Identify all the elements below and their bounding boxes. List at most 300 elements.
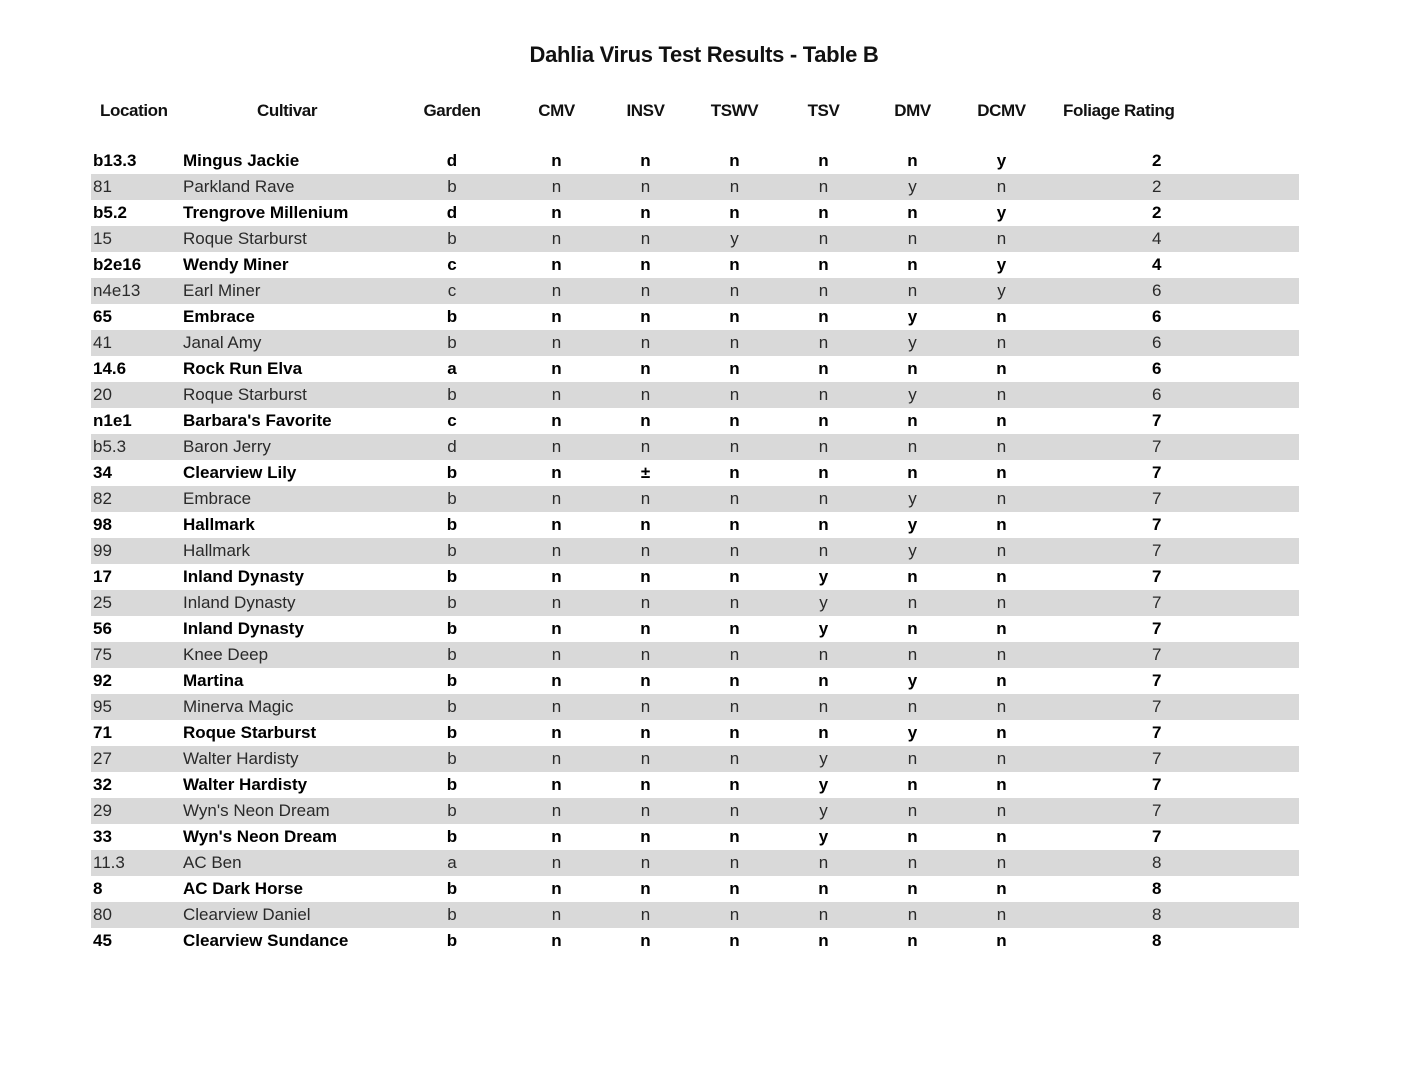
- cell-location: 92: [91, 668, 182, 694]
- cell-dmv: y: [868, 330, 957, 356]
- cell-dmv: y: [868, 174, 957, 200]
- cell-insv: n: [601, 434, 690, 460]
- cell-garden: b: [392, 824, 512, 850]
- cell-cmv: n: [512, 148, 601, 174]
- header-dcmv: DCMV: [977, 101, 1026, 120]
- header-row: [91, 94, 1299, 128]
- cell-garden: b: [392, 668, 512, 694]
- cell-location: n1e1: [91, 408, 182, 434]
- cell-tswv: n: [690, 200, 779, 226]
- cell-tsv: y: [779, 564, 868, 590]
- cell-tsv: n: [779, 252, 868, 278]
- cell-dcmv: n: [957, 486, 1046, 512]
- cell-location: 45: [91, 928, 182, 954]
- cell-dcmv: n: [957, 694, 1046, 720]
- cell-insv: n: [601, 668, 690, 694]
- cell-garden: b: [392, 174, 512, 200]
- cell-dmv: y: [868, 720, 957, 746]
- cell-cmv: n: [512, 642, 601, 668]
- cell-cmv: n: [512, 720, 601, 746]
- cell-garden: b: [392, 642, 512, 668]
- cell-location: 25: [91, 590, 182, 616]
- cell-location: 14.6: [91, 356, 182, 382]
- cell-dmv: n: [868, 850, 957, 876]
- cell-cultivar: Knee Deep: [182, 642, 392, 668]
- cell-cultivar: Walter Hardisty: [182, 746, 392, 772]
- cell-tsv: n: [779, 720, 868, 746]
- header-foliage-rating: Foliage Rating: [1063, 101, 1175, 120]
- cell-cmv: n: [512, 850, 601, 876]
- table-row: [91, 850, 1299, 876]
- table-row: [91, 460, 1299, 486]
- cell-tsv: y: [779, 798, 868, 824]
- table-row: [91, 278, 1299, 304]
- cell-foliage-rating: 7: [1046, 434, 1299, 460]
- cell-cultivar: Embrace: [182, 486, 392, 512]
- cell-dmv: n: [868, 590, 957, 616]
- cell-foliage-rating: 7: [1046, 824, 1299, 850]
- cell-location: 75: [91, 642, 182, 668]
- cell-location: n4e13: [91, 278, 182, 304]
- cell-tswv: n: [690, 174, 779, 200]
- cell-cmv: n: [512, 694, 601, 720]
- cell-garden: b: [392, 382, 512, 408]
- cell-dcmv: n: [957, 746, 1046, 772]
- table-row: [91, 408, 1299, 434]
- cell-location: 71: [91, 720, 182, 746]
- cell-garden: d: [392, 200, 512, 226]
- cell-cultivar: Clearview Sundance: [182, 928, 392, 954]
- header-tsv: TSV: [807, 101, 840, 120]
- cell-garden: b: [392, 226, 512, 252]
- cell-cultivar: Trengrove Millenium: [182, 200, 392, 226]
- cell-dcmv: n: [957, 226, 1046, 252]
- table-row: [91, 304, 1299, 330]
- cell-foliage-rating: 4: [1046, 252, 1299, 278]
- cell-tswv: n: [690, 408, 779, 434]
- cell-cmv: n: [512, 668, 601, 694]
- cell-location: 56: [91, 616, 182, 642]
- cell-tswv: n: [690, 668, 779, 694]
- cell-location: 29: [91, 798, 182, 824]
- cell-tsv: n: [779, 486, 868, 512]
- cell-cultivar: Earl Miner: [182, 278, 392, 304]
- cell-garden: b: [392, 486, 512, 512]
- header-location: Location: [100, 101, 168, 120]
- cell-cultivar: Embrace: [182, 304, 392, 330]
- cell-insv: n: [601, 356, 690, 382]
- cell-tswv: n: [690, 512, 779, 538]
- cell-foliage-rating: 2: [1046, 174, 1299, 200]
- cell-garden: d: [392, 148, 512, 174]
- cell-location: 81: [91, 174, 182, 200]
- cell-insv: n: [601, 772, 690, 798]
- cell-cultivar: AC Dark Horse: [182, 876, 392, 902]
- cell-dcmv: n: [957, 330, 1046, 356]
- cell-insv: n: [601, 252, 690, 278]
- cell-location: b2e16: [91, 252, 182, 278]
- table-row: [91, 252, 1299, 278]
- cell-dmv: y: [868, 668, 957, 694]
- cell-garden: b: [392, 720, 512, 746]
- cell-tswv: n: [690, 304, 779, 330]
- cell-insv: n: [601, 876, 690, 902]
- cell-foliage-rating: 7: [1046, 798, 1299, 824]
- cell-foliage-rating: 7: [1046, 720, 1299, 746]
- cell-insv: ±: [601, 460, 690, 486]
- cell-tsv: y: [779, 616, 868, 642]
- cell-dcmv: n: [957, 408, 1046, 434]
- cell-cmv: n: [512, 460, 601, 486]
- cell-dcmv: n: [957, 616, 1046, 642]
- cell-cultivar: Barbara's Favorite: [182, 408, 392, 434]
- cell-location: 20: [91, 382, 182, 408]
- cell-tswv: n: [690, 278, 779, 304]
- cell-tsv: n: [779, 330, 868, 356]
- cell-tswv: n: [690, 590, 779, 616]
- cell-dcmv: n: [957, 382, 1046, 408]
- cell-dcmv: n: [957, 304, 1046, 330]
- cell-tswv: n: [690, 694, 779, 720]
- table-row: [91, 720, 1299, 746]
- cell-cultivar: Rock Run Elva: [182, 356, 392, 382]
- cell-cmv: n: [512, 876, 601, 902]
- table-row: [91, 876, 1299, 902]
- cell-foliage-rating: 7: [1046, 564, 1299, 590]
- table-row: [91, 928, 1299, 954]
- header-dmv: DMV: [894, 101, 931, 120]
- cell-garden: b: [392, 876, 512, 902]
- cell-garden: c: [392, 408, 512, 434]
- cell-tswv: n: [690, 486, 779, 512]
- cell-cultivar: Inland Dynasty: [182, 616, 392, 642]
- cell-insv: n: [601, 538, 690, 564]
- cell-location: 41: [91, 330, 182, 356]
- table-row: [91, 564, 1299, 590]
- cell-dmv: n: [868, 278, 957, 304]
- cell-tswv: n: [690, 798, 779, 824]
- cell-location: b13.3: [91, 148, 182, 174]
- header-tswv: TSWV: [710, 101, 759, 120]
- cell-cultivar: AC Ben: [182, 850, 392, 876]
- cell-garden: b: [392, 590, 512, 616]
- table-row: [91, 382, 1299, 408]
- table-row: [91, 434, 1299, 460]
- cell-tswv: y: [690, 226, 779, 252]
- cell-dmv: n: [868, 460, 957, 486]
- cell-tswv: n: [690, 148, 779, 174]
- cell-location: 33: [91, 824, 182, 850]
- cell-foliage-rating: 7: [1046, 694, 1299, 720]
- cell-tsv: n: [779, 174, 868, 200]
- cell-location: 17: [91, 564, 182, 590]
- cell-dcmv: n: [957, 902, 1046, 928]
- cell-cultivar: Wyn's Neon Dream: [182, 824, 392, 850]
- cell-dcmv: y: [957, 278, 1046, 304]
- cell-dcmv: n: [957, 174, 1046, 200]
- cell-dmv: n: [868, 408, 957, 434]
- cell-cultivar: Minerva Magic: [182, 694, 392, 720]
- cell-tswv: n: [690, 928, 779, 954]
- cell-cultivar: Roque Starburst: [182, 382, 392, 408]
- cell-tsv: n: [779, 850, 868, 876]
- cell-garden: b: [392, 330, 512, 356]
- cell-foliage-rating: 7: [1046, 460, 1299, 486]
- cell-foliage-rating: 4: [1046, 226, 1299, 252]
- cell-foliage-rating: 7: [1046, 590, 1299, 616]
- cell-location: 65: [91, 304, 182, 330]
- cell-dmv: y: [868, 486, 957, 512]
- cell-dmv: n: [868, 928, 957, 954]
- cell-insv: n: [601, 616, 690, 642]
- cell-foliage-rating: 2: [1046, 200, 1299, 226]
- cell-cmv: n: [512, 382, 601, 408]
- cell-garden: b: [392, 538, 512, 564]
- cell-cmv: n: [512, 408, 601, 434]
- cell-tsv: n: [779, 694, 868, 720]
- cell-dmv: n: [868, 824, 957, 850]
- table-row: [91, 798, 1299, 824]
- cell-garden: b: [392, 512, 512, 538]
- cell-location: 27: [91, 746, 182, 772]
- cell-garden: b: [392, 694, 512, 720]
- cell-cultivar: Janal Amy: [182, 330, 392, 356]
- cell-cultivar: Martina: [182, 668, 392, 694]
- cell-cmv: n: [512, 928, 601, 954]
- cell-tswv: n: [690, 460, 779, 486]
- cell-dcmv: n: [957, 928, 1046, 954]
- cell-insv: n: [601, 278, 690, 304]
- cell-dmv: n: [868, 434, 957, 460]
- cell-dcmv: n: [957, 876, 1046, 902]
- cell-tsv: n: [779, 226, 868, 252]
- cell-dcmv: n: [957, 798, 1046, 824]
- cell-dmv: n: [868, 746, 957, 772]
- table-row: [91, 200, 1299, 226]
- header-cmv: CMV: [538, 101, 575, 120]
- cell-insv: n: [601, 174, 690, 200]
- cell-location: b5.2: [91, 200, 182, 226]
- cell-tswv: n: [690, 902, 779, 928]
- cell-dmv: y: [868, 382, 957, 408]
- cell-cmv: n: [512, 824, 601, 850]
- cell-tsv: n: [779, 928, 868, 954]
- cell-tsv: n: [779, 460, 868, 486]
- cell-location: 80: [91, 902, 182, 928]
- cell-tswv: n: [690, 434, 779, 460]
- table-row: [91, 642, 1299, 668]
- cell-garden: b: [392, 746, 512, 772]
- cell-dmv: n: [868, 694, 957, 720]
- cell-garden: b: [392, 616, 512, 642]
- cell-location: 95: [91, 694, 182, 720]
- cell-dmv: y: [868, 538, 957, 564]
- cell-garden: b: [392, 460, 512, 486]
- cell-garden: b: [392, 772, 512, 798]
- header-garden: Garden: [423, 101, 481, 120]
- cell-tsv: n: [779, 434, 868, 460]
- table-row: [91, 226, 1299, 252]
- table-row: [91, 538, 1299, 564]
- table-row: [91, 330, 1299, 356]
- cell-cmv: n: [512, 746, 601, 772]
- cell-insv: n: [601, 226, 690, 252]
- cell-garden: b: [392, 928, 512, 954]
- cell-cmv: n: [512, 616, 601, 642]
- cell-location: 32: [91, 772, 182, 798]
- cell-foliage-rating: 8: [1046, 850, 1299, 876]
- cell-location: 8: [91, 876, 182, 902]
- cell-cultivar: Mingus Jackie: [182, 148, 392, 174]
- cell-cmv: n: [512, 304, 601, 330]
- table-row: [91, 590, 1299, 616]
- cell-cultivar: Clearview Daniel: [182, 902, 392, 928]
- cell-dmv: n: [868, 148, 957, 174]
- cell-cmv: n: [512, 200, 601, 226]
- cell-cmv: n: [512, 564, 601, 590]
- cell-foliage-rating: 7: [1046, 746, 1299, 772]
- cell-foliage-rating: 7: [1046, 668, 1299, 694]
- cell-tswv: n: [690, 876, 779, 902]
- table-body: [91, 148, 1299, 954]
- cell-garden: c: [392, 278, 512, 304]
- cell-foliage-rating: 7: [1046, 408, 1299, 434]
- cell-tswv: n: [690, 824, 779, 850]
- cell-cultivar: Inland Dynasty: [182, 564, 392, 590]
- cell-foliage-rating: 2: [1046, 148, 1299, 174]
- cell-foliage-rating: 7: [1046, 486, 1299, 512]
- cell-tsv: n: [779, 408, 868, 434]
- table-row: [91, 148, 1299, 174]
- cell-insv: n: [601, 902, 690, 928]
- table-row: [91, 746, 1299, 772]
- cell-tswv: n: [690, 356, 779, 382]
- cell-tswv: n: [690, 330, 779, 356]
- cell-cultivar: Wendy Miner: [182, 252, 392, 278]
- cell-dcmv: n: [957, 772, 1046, 798]
- cell-dmv: n: [868, 876, 957, 902]
- cell-cmv: n: [512, 590, 601, 616]
- cell-dcmv: n: [957, 824, 1046, 850]
- cell-tsv: n: [779, 902, 868, 928]
- cell-tsv: y: [779, 824, 868, 850]
- cell-foliage-rating: 6: [1046, 330, 1299, 356]
- table-row: [91, 694, 1299, 720]
- cell-tswv: n: [690, 252, 779, 278]
- cell-insv: n: [601, 746, 690, 772]
- table-row: [91, 512, 1299, 538]
- cell-tsv: y: [779, 746, 868, 772]
- cell-tswv: n: [690, 720, 779, 746]
- cell-dcmv: n: [957, 850, 1046, 876]
- cell-tsv: n: [779, 538, 868, 564]
- cell-garden: d: [392, 434, 512, 460]
- cell-insv: n: [601, 694, 690, 720]
- cell-garden: a: [392, 850, 512, 876]
- cell-insv: n: [601, 824, 690, 850]
- cell-garden: b: [392, 564, 512, 590]
- cell-cmv: n: [512, 902, 601, 928]
- cell-cmv: n: [512, 486, 601, 512]
- cell-insv: n: [601, 486, 690, 512]
- cell-cultivar: Roque Starburst: [182, 226, 392, 252]
- cell-cultivar: Wyn's Neon Dream: [182, 798, 392, 824]
- cell-insv: n: [601, 850, 690, 876]
- cell-cmv: n: [512, 174, 601, 200]
- cell-cmv: n: [512, 434, 601, 460]
- table-row: [91, 616, 1299, 642]
- cell-dmv: n: [868, 642, 957, 668]
- cell-foliage-rating: 6: [1046, 278, 1299, 304]
- cell-dcmv: y: [957, 200, 1046, 226]
- cell-dcmv: n: [957, 668, 1046, 694]
- cell-location: 98: [91, 512, 182, 538]
- cell-tsv: n: [779, 512, 868, 538]
- cell-insv: n: [601, 590, 690, 616]
- cell-tsv: n: [779, 148, 868, 174]
- table-row: [91, 356, 1299, 382]
- cell-garden: b: [392, 902, 512, 928]
- cell-cmv: n: [512, 772, 601, 798]
- cell-tsv: y: [779, 772, 868, 798]
- cell-insv: n: [601, 330, 690, 356]
- cell-tsv: n: [779, 876, 868, 902]
- cell-foliage-rating: 7: [1046, 512, 1299, 538]
- cell-dcmv: n: [957, 512, 1046, 538]
- cell-tswv: n: [690, 564, 779, 590]
- cell-tsv: n: [779, 278, 868, 304]
- cell-location: 11.3: [91, 850, 182, 876]
- cell-insv: n: [601, 720, 690, 746]
- cell-cultivar: Roque Starburst: [182, 720, 392, 746]
- cell-dcmv: y: [957, 148, 1046, 174]
- table-row: [91, 772, 1299, 798]
- cell-dcmv: y: [957, 252, 1046, 278]
- cell-foliage-rating: 8: [1046, 876, 1299, 902]
- cell-garden: c: [392, 252, 512, 278]
- cell-tsv: n: [779, 382, 868, 408]
- cell-foliage-rating: 7: [1046, 772, 1299, 798]
- cell-tsv: n: [779, 356, 868, 382]
- cell-tswv: n: [690, 746, 779, 772]
- cell-cmv: n: [512, 538, 601, 564]
- cell-cmv: n: [512, 356, 601, 382]
- cell-location: b5.3: [91, 434, 182, 460]
- cell-dmv: n: [868, 798, 957, 824]
- cell-insv: n: [601, 642, 690, 668]
- cell-cmv: n: [512, 226, 601, 252]
- cell-tswv: n: [690, 538, 779, 564]
- cell-tsv: n: [779, 668, 868, 694]
- cell-dcmv: n: [957, 590, 1046, 616]
- cell-insv: n: [601, 408, 690, 434]
- page-title: Dahlia Virus Test Results - Table B: [529, 42, 879, 67]
- cell-dcmv: n: [957, 538, 1046, 564]
- cell-tsv: n: [779, 200, 868, 226]
- cell-dmv: n: [868, 772, 957, 798]
- cell-cultivar: Baron Jerry: [182, 434, 392, 460]
- cell-dcmv: n: [957, 564, 1046, 590]
- cell-cultivar: Hallmark: [182, 538, 392, 564]
- cell-dmv: n: [868, 200, 957, 226]
- cell-foliage-rating: 7: [1046, 538, 1299, 564]
- cell-location: 82: [91, 486, 182, 512]
- table-row: [91, 174, 1299, 200]
- cell-insv: n: [601, 564, 690, 590]
- cell-tswv: n: [690, 642, 779, 668]
- cell-insv: n: [601, 798, 690, 824]
- cell-cultivar: Hallmark: [182, 512, 392, 538]
